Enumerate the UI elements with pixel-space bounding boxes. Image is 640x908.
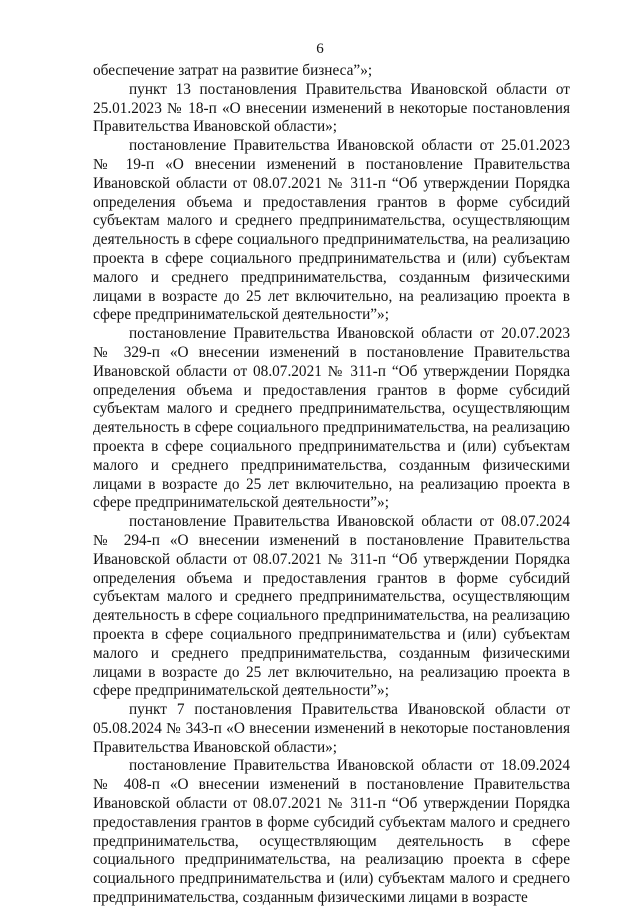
document-body <box>93 62 570 908</box>
paragraph-item: постановление Правительства Ивановской области от 18.09.2024 № 408-п «О внесении изменений в постановление Правительства Ивановской области от 08.07.2021 № 311-п “Об утверждении Порядка предоставления грантов в форме субсидий субъектам малого и среднего предпринимательства, осуществляющим деятельность в сфере социального предпринимательства, на реализацию проекта в сфере социального предпринимательства и (или) субъектам малого и среднего предпринимательства, созданным физическими лицами в возрасте <box>93 757 570 907</box>
paragraph-item: постановление Правительства Ивановской области от 25.01.2023 № 19-п «О внесении изменений в постановление Правительства Ивановской области от 08.07.2021 № 311-п “Об утверждении Порядка определения объема и предоставления грантов в форме субсидий субъектам малого и среднего предпринимательства, осуществляющим деятельность в сфере социального предпринимательства, на реализацию проекта в сфере социального предпринимательства и (или) субъектам малого и среднего предпринимательства, созданным физическими лицами в возрасте до 25 лет включительно, на реализацию проекта в сфере предпринимательской деятельности”»; <box>93 137 570 324</box>
paragraph-continuation: обеспечение затрат на развитие бизнеса”»; <box>93 62 373 79</box>
paragraph-item: постановление Правительства Ивановской области от 20.07.2023 № 329-п «О внесении изменений в постановление Правительства Ивановской области от 08.07.2021 № 311-п “Об утверждении Порядка определения объема и предоставления грантов в форме субсидий субъектам малого и среднего предпринимательства, осуществляющим деятельность в сфере социального предпринимательства, на реализацию проекта в сфере социального предпринимательства и (или) субъектам малого и среднего предпринимательства, созданным физическими лицами в возрасте до 25 лет включительно, на реализацию проекта в сфере предпринимательской деятельности”»; <box>93 325 570 512</box>
paragraph-item: пункт 7 постановления Правительства Ивановской области от 05.08.2024 № 343-п «О внесении изменений в некоторые постановления Правительства Ивановской области»; <box>93 701 570 756</box>
paragraph-item: постановление Правительства Ивановской области от 08.07.2024 № 294-п «О внесении изменений в постановление Правительства Ивановской области от 08.07.2021 № 311-п “Об утверждении Порядка определения объема и предоставления грантов в форме субсидий субъектам малого и среднего предпринимательства, осуществляющим деятельность в сфере социального предпринимательства, на реализацию проекта в сфере социального предпринимательства и (или) субъектам малого и среднего предпринимательства, созданным физическими лицами в возрасте до 25 лет включительно, на реализацию проекта в сфере предпринимательской деятельности”»; <box>93 513 570 700</box>
page-number: 6 <box>316 41 324 57</box>
paragraph-item: пункт 13 постановления Правительства Ивановской области от 25.01.2023 № 18-п «О внесении изменений в некоторые постановления Правительства Ивановской области»; <box>93 80 570 136</box>
